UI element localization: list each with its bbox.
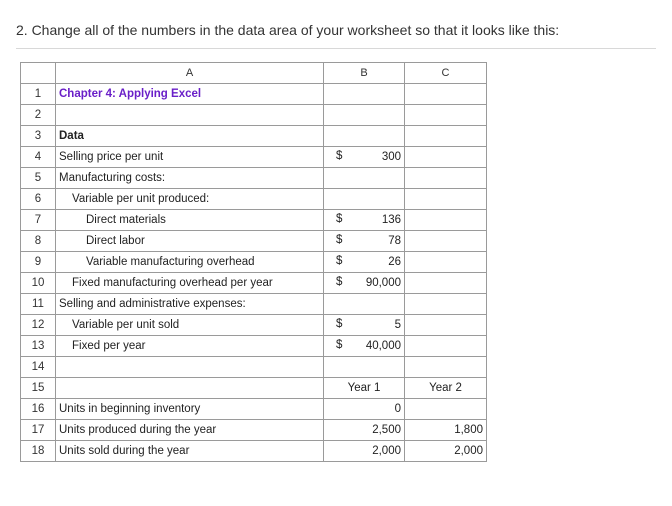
cell-c4[interactable] [405, 147, 487, 168]
cell-a2[interactable] [56, 105, 324, 126]
divider [16, 48, 656, 49]
cell-a1[interactable]: Chapter 4: Applying Excel [56, 84, 324, 105]
cell-c15[interactable]: Year 2 [405, 378, 487, 399]
cell-b11[interactable] [324, 294, 405, 315]
cell-b18[interactable] [324, 441, 405, 462]
row-number[interactable]: 12 [21, 315, 56, 336]
table-row [21, 252, 487, 273]
row-number[interactable]: 2 [21, 105, 56, 126]
table-row [21, 84, 487, 105]
cell-b1[interactable] [324, 84, 405, 105]
cell-a10[interactable]: Fixed manufacturing overhead per year [56, 273, 324, 294]
cell-b17[interactable] [324, 420, 405, 441]
row-number[interactable]: 7 [21, 210, 56, 231]
cell-c9[interactable] [405, 252, 487, 273]
cell-c13[interactable] [405, 336, 487, 357]
cell-c18[interactable]: 2,000 [405, 441, 487, 462]
cell-b7[interactable] [324, 210, 405, 231]
table-row [21, 294, 487, 315]
table-row [21, 210, 487, 231]
corner-cell[interactable] [21, 63, 56, 84]
cell-a12[interactable]: Variable per unit sold [56, 315, 324, 336]
row-number[interactable]: 6 [21, 189, 56, 210]
cell-b9[interactable] [324, 252, 405, 273]
cell-c16[interactable] [405, 399, 487, 420]
row-number[interactable]: 18 [21, 441, 56, 462]
cell-value: 5 [394, 319, 401, 331]
cell-a16[interactable]: Units in beginning inventory [56, 399, 324, 420]
cell-a13[interactable]: Fixed per year [56, 336, 324, 357]
cell-value: 0 [394, 403, 401, 415]
cell-a8[interactable]: Direct labor [56, 231, 324, 252]
row-number[interactable]: 3 [21, 126, 56, 147]
currency-symbol: $ [336, 255, 343, 267]
cell-c11[interactable] [405, 294, 487, 315]
spreadsheet [20, 62, 487, 462]
cell-b3[interactable] [324, 126, 405, 147]
cell-value: 26 [388, 256, 401, 268]
cell-b4[interactable] [324, 147, 405, 168]
cell-c12[interactable] [405, 315, 487, 336]
table-row [21, 231, 487, 252]
currency-symbol: $ [336, 213, 343, 225]
cell-a3[interactable]: Data [56, 126, 324, 147]
instruction-text: 2. Change all of the numbers in the data area of your worksheet so that it looks like this: [16, 22, 560, 38]
cell-c10[interactable] [405, 273, 487, 294]
row-number[interactable]: 13 [21, 336, 56, 357]
cell-a17[interactable]: Units produced during the year [56, 420, 324, 441]
table-row [21, 126, 487, 147]
cell-value: 2,500 [372, 424, 401, 436]
row-number[interactable]: 8 [21, 231, 56, 252]
currency-symbol: $ [336, 234, 343, 246]
table-row [21, 273, 487, 294]
cell-b6[interactable] [324, 189, 405, 210]
cell-value: 40,000 [365, 340, 401, 352]
cell-a6[interactable]: Variable per unit produced: [56, 189, 324, 210]
table-row [21, 399, 487, 420]
cell-a11[interactable]: Selling and administrative expenses: [56, 294, 324, 315]
cell-c8[interactable] [405, 231, 487, 252]
cell-b2[interactable] [324, 105, 405, 126]
table-row [21, 357, 487, 378]
table-row [21, 168, 487, 189]
cell-b16[interactable] [324, 399, 405, 420]
cell-value: 300 [381, 151, 401, 163]
row-number[interactable]: 5 [21, 168, 56, 189]
column-header-a[interactable]: A [56, 63, 324, 84]
cell-b8[interactable] [324, 231, 405, 252]
table-row [21, 378, 487, 399]
cell-a14[interactable] [56, 357, 324, 378]
row-number[interactable]: 1 [21, 84, 56, 105]
cell-c17[interactable]: 1,800 [405, 420, 487, 441]
currency-symbol: $ [336, 276, 343, 288]
cell-b12[interactable] [324, 315, 405, 336]
cell-c2[interactable] [405, 105, 487, 126]
cell-a4[interactable]: Selling price per unit [56, 147, 324, 168]
table-row [21, 420, 487, 441]
cell-a18[interactable]: Units sold during the year [56, 441, 324, 462]
cell-a7[interactable]: Direct materials [56, 210, 324, 231]
cell-c5[interactable] [405, 168, 487, 189]
cell-value: 2,000 [372, 445, 401, 457]
row-number[interactable]: 17 [21, 420, 56, 441]
cell-b13[interactable] [324, 336, 405, 357]
cell-value: 90,000 [365, 277, 401, 289]
cell-b5[interactable] [324, 168, 405, 189]
cell-b15[interactable]: Year 1 [324, 378, 405, 399]
row-number[interactable]: 10 [21, 273, 56, 294]
table-row [21, 105, 487, 126]
cell-a15[interactable] [56, 378, 324, 399]
row-number[interactable]: 14 [21, 357, 56, 378]
table-row [21, 315, 487, 336]
cell-c14[interactable] [405, 357, 487, 378]
table-row [21, 189, 487, 210]
cell-c6[interactable] [405, 189, 487, 210]
row-number[interactable]: 11 [21, 294, 56, 315]
row-number[interactable]: 9 [21, 252, 56, 273]
currency-symbol: $ [336, 339, 343, 351]
cell-c7[interactable] [405, 210, 487, 231]
table-row [21, 336, 487, 357]
currency-symbol: $ [336, 318, 343, 330]
cell-b10[interactable] [324, 273, 405, 294]
column-header-c[interactable]: C [405, 63, 487, 84]
column-header-row [21, 63, 487, 84]
cell-a9[interactable]: Variable manufacturing overhead [56, 252, 324, 273]
cell-value: 136 [381, 214, 401, 226]
row-number[interactable]: 4 [21, 147, 56, 168]
column-header-b[interactable]: B [324, 63, 405, 84]
currency-symbol: $ [336, 150, 343, 162]
cell-c1[interactable] [405, 84, 487, 105]
row-number[interactable]: 16 [21, 399, 56, 420]
cell-b14[interactable] [324, 357, 405, 378]
cell-c3[interactable] [405, 126, 487, 147]
cell-a5[interactable]: Manufacturing costs: [56, 168, 324, 189]
row-number[interactable]: 15 [21, 378, 56, 399]
table-row [21, 147, 487, 168]
cell-value: 78 [388, 235, 401, 247]
table-row [21, 441, 487, 462]
